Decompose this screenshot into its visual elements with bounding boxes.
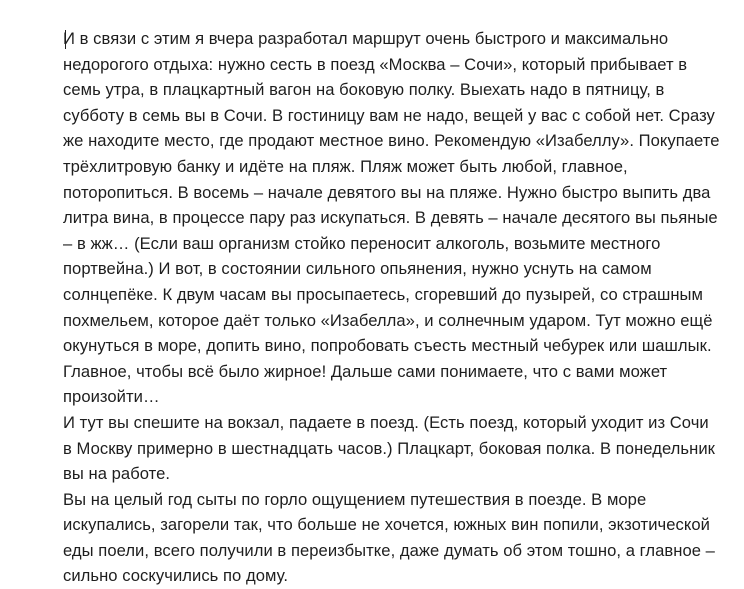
text-line: трёхлитровую банку и идёте на пляж. Пляж может быть любой, главное, [63, 156, 628, 176]
text-line: недорогого отдыха: нужно сесть в поезд «Москва – Сочи», который прибывает в [63, 54, 688, 74]
text-line: поторопиться. В восемь – начале девятого вы на пляже. Нужно быстро выпить два [63, 182, 711, 202]
text-line: субботу в семь вы в Сочи. В гостиницу вам не надо, вещей у вас с собой нет. Сразу [63, 105, 715, 125]
text-line: окунуться в море, допить вино, попробовать съесть местный чебурек или шашлык. [63, 336, 712, 356]
text-line: семь утра, в плацкартный вагон на боковую полку. Выехать надо в пятницу, в [63, 80, 665, 100]
text-line: похмельем, которое даёт только «Изабелла», и солнечным ударом. Тут можно ещё [63, 310, 713, 330]
text-line: в Москву примерно в шестнадцать часов.) Плацкарт, боковая полка. В понедельник [63, 438, 715, 458]
text-line: И тут вы спешите на вокзал, падаете в поезд. (Есть поезд, который уходит из Сочи [63, 412, 709, 432]
text-line: – в жж… (Если ваш организм стойко переносит алкоголь, возьмите местного [63, 233, 661, 253]
text-line: сильно соскучились по дому. [63, 566, 288, 586]
text-line: Главное, чтобы всё было жирное! Дальше сами понимаете, что с вами может [63, 361, 668, 381]
text-line: литра вина, в процессе пару раз искупаться. В девять – начале десятого вы пьяные [63, 208, 718, 228]
text-line: произойти… [63, 387, 160, 407]
text-line: еды поели, всего получили в переизбытке, даже думать об этом тошно, а главное – [63, 540, 715, 560]
text-line: Вы на целый год сыты по горло ощущением путешествия в поезде. В море [63, 489, 647, 509]
text-line: портвейна.) И вот, в состоянии сильного опьянения, нужно уснуть на самом [63, 259, 652, 279]
text-line: же находите место, где продают местное вино. Рекомендую «Изабеллу». Покупаете [63, 131, 720, 151]
document-text[interactable] [63, 26, 720, 589]
text-line: солнцепёке. К двум часам вы просыпаетесь, сгоревший до пузырей, со страшным [63, 284, 703, 304]
text-line: вы на работе. [63, 464, 171, 484]
text-line: искупались, загорели так, что больше не хочется, южных вин попили, экзотической [63, 515, 710, 535]
text-line: И в связи с этим я вчера разработал маршрут очень быстрого и максимально [63, 29, 669, 48]
